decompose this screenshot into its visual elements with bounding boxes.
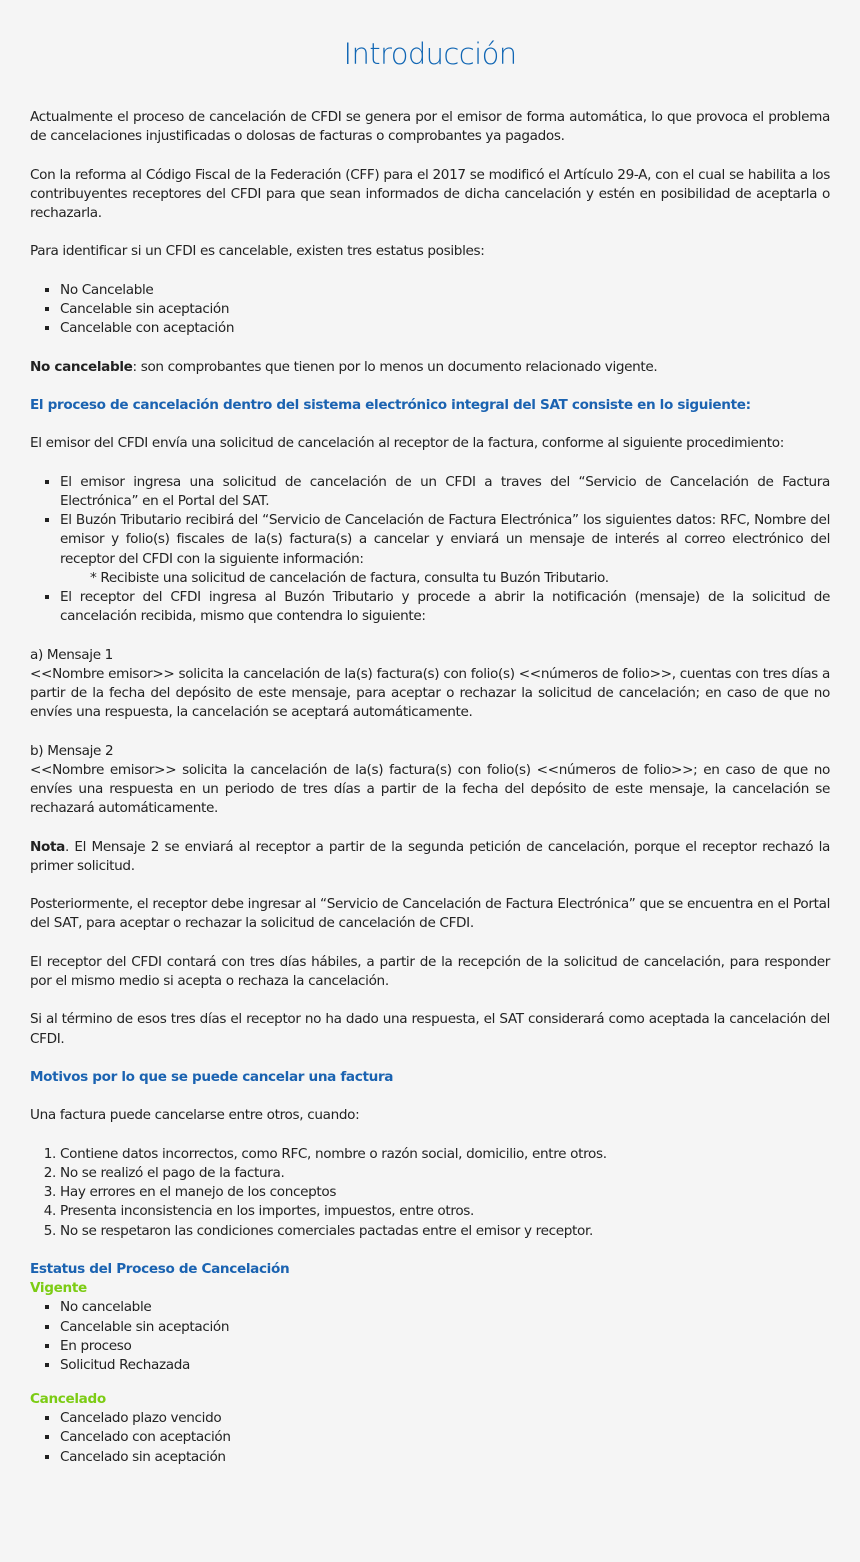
message-1-label: a) Mensaje 1	[30, 646, 113, 663]
receptor-days-paragraph: El receptor del CFDI contará con tres días hábiles, a partir de la recepción de la solicitud de cancelación, para responder por el mismo medio si acepta o rechaza la cancelación.	[30, 953, 830, 989]
procedure-intro-paragraph: El emisor del CFDI envía una solicitud de cancelación al receptor de la factura, conforme al siguiente procedimiento:	[30, 435, 784, 452]
list-item: ▪ Solicitud Rechazada	[60, 1356, 830, 1375]
list-item: ▪ Cancelado sin aceptación	[60, 1448, 830, 1467]
list-item: ▪ Cancelable sin aceptación	[60, 1318, 830, 1337]
nota-label: Nota	[30, 838, 65, 855]
list-item: 5. No se respetaron las condiciones comerciales pactadas entre el emisor y receptor.	[60, 1222, 830, 1241]
procedure-step-3: ▪ El receptor del CFDI ingresa al Buzón Tributario y procede a abrir la notificación (mensaje) de la solicitud de cancelación recibida, mismo que contendra lo siguiente:	[60, 588, 830, 626]
status-intro-paragraph: Para identificar si un CFDI es cancelable, existen tres estatus posibles:	[30, 243, 485, 260]
no-cancelable-paragraph	[30, 358, 830, 377]
list-item: 4. Presenta inconsistencia en los importes, impuestos, entre otros.	[60, 1202, 830, 1221]
nota-paragraph	[30, 838, 830, 876]
list-item: 3. Hay errores en el manejo de los conceptos	[60, 1183, 830, 1202]
no-cancelable-text: : son comprobantes que tienen por lo menos un documento relacionado vigente.	[132, 358, 658, 375]
list-item: ▪ No Cancelable	[60, 281, 830, 300]
message-1-text: <<Nombre emisor>> solicita la cancelación de la(s) factura(s) con folio(s) <<números de folio>>, cuentas con tres días a partir de la fecha del depósito de este mensaje, para aceptar o rechazar la solicitud de cancelación; en caso de que no envíes una respuesta, la cancelación se aceptará automáticamente.	[30, 665, 830, 721]
cancelable-status-list	[30, 281, 830, 339]
list-item: 2. No se realizó el pago de la factura.	[60, 1164, 830, 1183]
cancelado-list	[30, 1409, 830, 1467]
procedure-list	[30, 473, 830, 627]
estatus-heading: Estatus del Proceso de Cancelación	[30, 1260, 290, 1277]
section-spacer	[30, 1375, 830, 1390]
message-2-block	[30, 742, 830, 819]
page-title: Introducción	[343, 37, 517, 71]
motivos-list	[30, 1145, 830, 1241]
list-item: ▪ Cancelado con aceptación	[60, 1428, 830, 1447]
cancelado-label: Cancelado	[30, 1390, 106, 1407]
vigente-label: Vigente	[30, 1280, 87, 1297]
term-paragraph: Si al término de esos tres días el receptor no ha dado una respuesta, el SAT considerará como aceptada la cancelación del CFDI.	[30, 1011, 830, 1047]
procedure-step-2-text: El Buzón Tributario recibirá del “Servicio de Cancelación de Factura Electrónica” los siguientes datos: RFC, Nombre del emisor y folio(s) fiscales de la(s) factura(s) a cancelar y enviará un mensaje de interés al correo electrónico del receptor del CFDI con la siguiente información:	[60, 512, 830, 567]
procedure-step-2-note: * Recibiste una solicitud de cancelación de factura, consulta tu Buzón Tributario.	[90, 569, 609, 586]
procedure-step-2	[60, 511, 830, 588]
message-1-block	[30, 646, 830, 723]
list-item: 1. Contiene datos incorrectos, como RFC, nombre o razón social, domicilio, entre otros.	[60, 1145, 830, 1164]
list-item: ▪ Cancelado plazo vencido	[60, 1409, 830, 1428]
list-item: ▪ Cancelable sin aceptación	[60, 300, 830, 319]
message-2-text: <<Nombre emisor>> solicita la cancelación de la(s) factura(s) con folio(s) <<números de folio>>; en caso de que no envíes una respuesta en un periodo de tres días a partir de la fecha del depósito de este mensaje, la cancelación se rechazará automáticamente.	[30, 761, 830, 817]
reform-paragraph: Con la reforma al Código Fiscal de la Federación (CFF) para el 2017 se modificó el Artículo 29-A, con el cual se habilita a los contribuyentes receptores del CFDI para que sean informados de dicha cancelación y estén en posibilidad de aceptarla o rechazarla.	[30, 166, 830, 221]
list-item: ▪ Cancelable con aceptación	[60, 319, 830, 338]
no-cancelable-label: No cancelable	[30, 358, 133, 375]
list-item: ▪ No cancelable	[60, 1298, 830, 1317]
list-item: ▪ En proceso	[60, 1337, 830, 1356]
motivos-intro-paragraph: Una factura puede cancelarse entre otros, cuando:	[30, 1107, 360, 1124]
procedure-step-1: ▪ El emisor ingresa una solicitud de cancelación de un CFDI a traves del “Servicio de Cancelación de Factura Electrónica” en el Portal del SAT.	[60, 473, 830, 511]
nota-text: . El Mensaje 2 se enviará al receptor a partir de la segunda petición de cancelación, porque el receptor rechazó la primer solicitud.	[30, 838, 830, 874]
vigente-list	[30, 1298, 830, 1375]
message-2-label: b) Mensaje 2	[30, 742, 114, 759]
process-heading: El proceso de cancelación dentro del sistema electrónico integral del SAT consiste en lo siguiente:	[30, 396, 751, 413]
motivos-heading: Motivos por lo que se puede cancelar una factura	[30, 1068, 394, 1085]
posteriormente-paragraph: Posteriormente, el receptor debe ingresar al “Servicio de Cancelación de Factura Electrónica” que se encuentra en el Portal del SAT, para aceptar o rechazar la solicitud de cancelación de CFDI.	[30, 896, 830, 932]
intro-paragraph: Actualmente el proceso de cancelación de CFDI se genera por el emisor de forma automática, lo que provoca el problema de cancelaciones injustificadas o dolosas de facturas o comprobantes ya pagados.	[30, 109, 830, 145]
